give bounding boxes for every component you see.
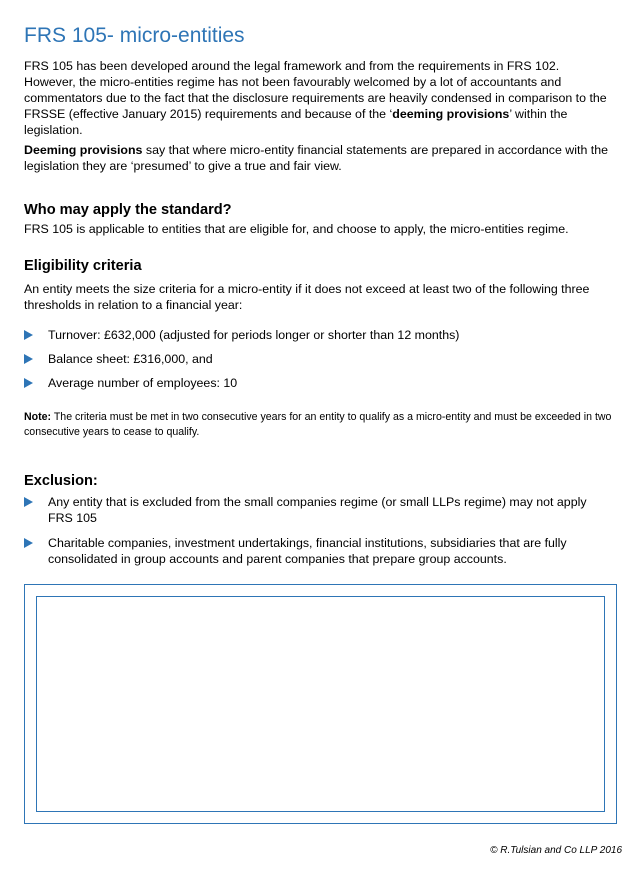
intro-text-end: ’ within the legislation. <box>24 107 568 137</box>
note-text: The criteria must be met in two consecutive years for an entity to qualify as a micro-entity and must be exceeded in two consecutive years to cease to qualify. <box>24 411 612 438</box>
content-frame <box>24 584 617 824</box>
list-item-text: Average number of employees: 10 <box>48 376 238 390</box>
page-title: FRS 105- micro-entities <box>24 24 245 47</box>
bullet-arrow-icon <box>24 497 33 507</box>
note-label: Note: <box>24 411 52 423</box>
who-paragraph: FRS 105 is applicable to entities that are eligible for, and choose to apply, the micro-entities regime. <box>24 222 569 236</box>
note-paragraph <box>24 410 614 440</box>
intro-paragraph <box>24 58 614 138</box>
copyright-footer: © R.Tulsian and Co LLP 2016 <box>490 845 622 856</box>
exclusion-heading: Exclusion: <box>24 473 98 489</box>
list-item-text: Any entity that is excluded from the small companies regime (or small LLPs regime) may not apply FRS 105 <box>48 495 587 525</box>
bullet-arrow-icon <box>24 330 33 340</box>
deeming-text: say that where micro-entity financial statements are prepared in accordance with the legislation they are ‘presumed’ to give a true and fair view. <box>24 143 609 173</box>
list-item <box>24 351 614 367</box>
bullet-arrow-icon <box>24 378 33 388</box>
list-item-text: Charitable companies, investment undertakings, financial institutions, subsidiaries that are fully consolidated in group accounts and parent companies that prepare group accounts. <box>48 536 567 566</box>
deeming-bold-term: Deeming provisions <box>24 143 143 157</box>
eligibility-paragraph: An entity meets the size criteria for a micro-entity if it does not exceed at least two of the following three thresholds in relation to a financial year: <box>24 282 590 312</box>
list-item <box>24 494 614 526</box>
bullet-arrow-icon <box>24 538 33 548</box>
list-item-text: Balance sheet: £316,000, and <box>48 352 213 366</box>
list-item <box>24 535 614 567</box>
deeming-paragraph <box>24 142 614 174</box>
eligibility-heading: Eligibility criteria <box>24 258 142 274</box>
list-item <box>24 327 614 343</box>
intro-text-start: FRS 105 has been developed around the legal framework and from the requirements in FRS 102. However, the micro-entities regime has not been favourably welcomed by a lot of accountants and commentators due to the fact that the disclosure requirements are heavily condensed in comparison to the FRSSE (effective January 2015) requirements and because of the ‘ <box>24 59 607 121</box>
list-item-text: Turnover: £632,000 (adjusted for periods longer or shorter than 12 months) <box>48 328 460 342</box>
who-heading: Who may apply the standard? <box>24 202 232 218</box>
bullet-arrow-icon <box>24 354 33 364</box>
list-item <box>24 375 614 391</box>
content-frame-inner <box>36 596 605 812</box>
intro-bold-term: deeming provisions <box>392 107 510 121</box>
